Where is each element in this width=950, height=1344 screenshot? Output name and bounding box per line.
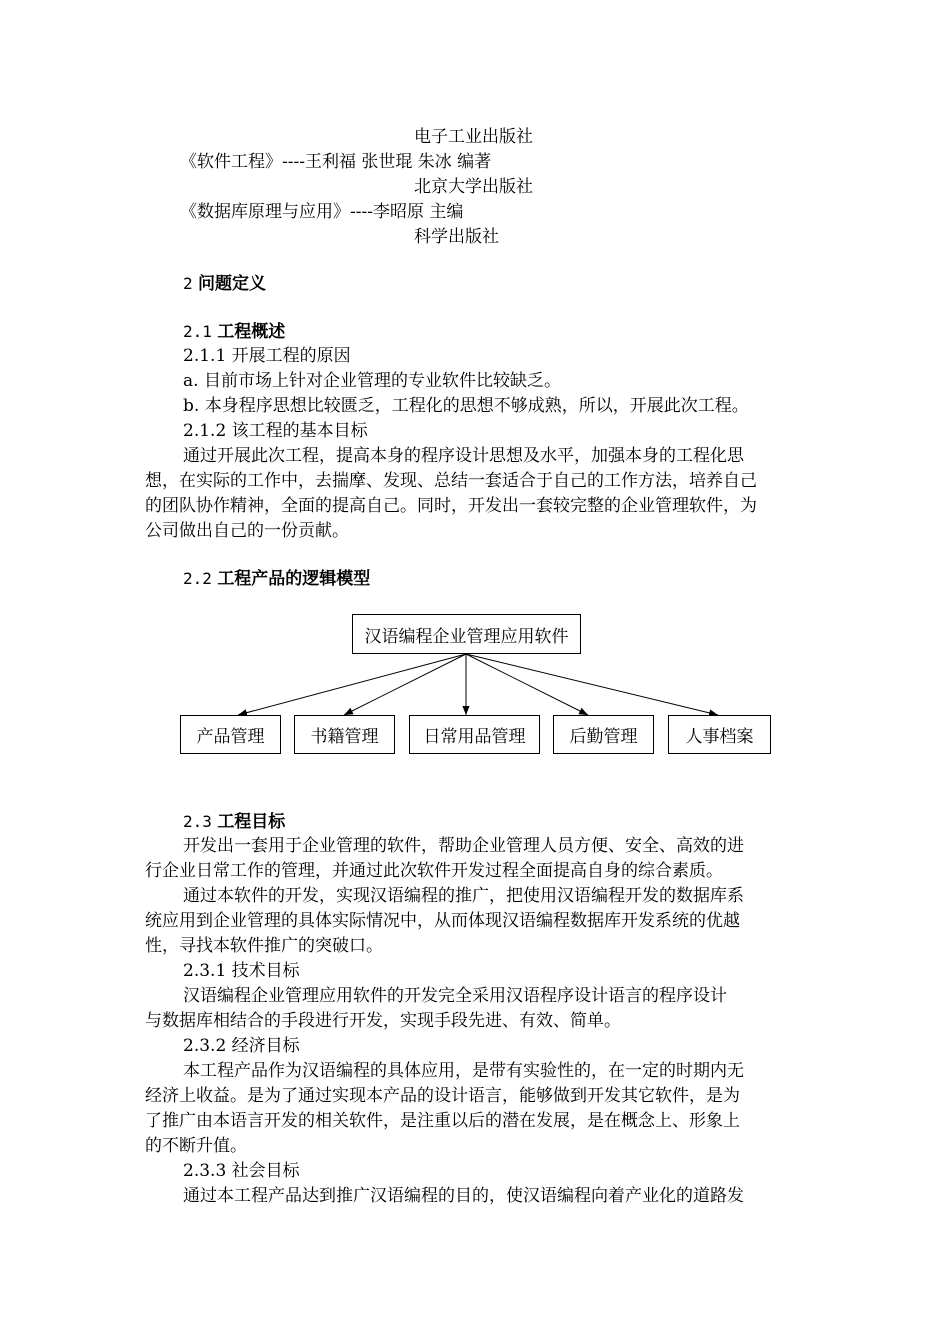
paragraph-line: 公司做出自己的一份贡献。 [145, 521, 349, 541]
connector-arrow [238, 654, 466, 715]
section-number: 2.1 [183, 322, 212, 341]
diagram-node-logistics: 后勤管理 [553, 715, 654, 754]
paragraph-line: 本工程产品作为汉语编程的具体应用，是带有实验性的，在一定的时期内无 [183, 1061, 744, 1081]
paragraph-line: 汉语编程企业管理应用软件的开发完全采用汉语程序设计语言的程序设计 [183, 986, 727, 1006]
connector-arrow [466, 654, 588, 715]
reference-publisher-2: 北京大学出版社 [414, 177, 533, 197]
section-title: 工程产品的逻辑模型 [217, 569, 371, 589]
paragraph-line: 通过开展此次工程，提高本身的程序设计思想及水平，加强本身的工程化思 [183, 446, 744, 466]
reference-publisher-1: 电子工业出版社 [414, 127, 533, 147]
section-title: 工程概述 [217, 322, 286, 342]
paragraph-line: 行企业日常工作的管理，并通过此次软件开发过程全面提高自身的综合素质。 [145, 861, 723, 881]
list-item-a: a. 目前市场上针对企业管理的专业软件比较缺乏。 [183, 371, 561, 391]
subsection-2-1-2: 2.1.2 该工程的基本目标 [183, 421, 368, 441]
diagram-node-books: 书籍管理 [294, 715, 395, 754]
subsection-2-3-3: 2.3.3 社会目标 [183, 1161, 300, 1181]
paragraph-line: 统应用到企业管理的具体实际情况中，从而体现汉语编程数据库开发系统的优越 [145, 911, 740, 931]
paragraph-line: 通过本工程产品达到推广汉语编程的目的，使汉语编程向着产业化的道路发 [183, 1186, 744, 1206]
section-number: 2.2 [183, 569, 212, 588]
section-number: 2 [183, 274, 193, 293]
paragraph-line: 与数据库相结合的手段进行开发，实现手段先进、有效、简单。 [145, 1011, 621, 1031]
paragraph-line: 了推广由本语言开发的相关软件，是注重以后的潜在发展，是在概念上、形象上 [145, 1111, 740, 1131]
section-title: 问题定义 [198, 274, 267, 294]
section-2-3-heading [183, 809, 285, 835]
list-item-b: b. 本身程序思想比较匮乏，工程化的思想不够成熟，所以，开展此次工程。 [183, 396, 749, 416]
subsection-2-3-2: 2.3.2 经济目标 [183, 1036, 300, 1056]
diagram-root-node: 汉语编程企业管理应用软件 [352, 614, 581, 654]
section-number: 2.3 [183, 812, 212, 831]
diagram-node-daily-supplies: 日常用品管理 [409, 715, 540, 754]
paragraph-line: 通过本软件的开发，实现汉语编程的推广，把使用汉语编程开发的数据库系 [183, 886, 744, 906]
connector-arrow [344, 654, 466, 715]
reference-book-3: 《数据库原理与应用》----李昭原 主编 [180, 202, 464, 222]
reference-book-2: 《软件工程》----王利福 张世琨 朱冰 编著 [180, 152, 492, 172]
paragraph-line: 性，寻找本软件推广的突破口。 [145, 936, 383, 956]
diagram-node-personnel: 人事档案 [668, 715, 771, 754]
connector-arrow [466, 654, 718, 715]
diagram-node-product: 产品管理 [180, 715, 281, 754]
paragraph-line: 经济上收益。是为了通过实现本产品的设计语言，能够做到开发其它软件，是为 [145, 1086, 740, 1106]
subsection-2-1-1: 2.1.1 开展工程的原因 [183, 346, 351, 366]
section-title: 工程目标 [217, 812, 286, 832]
paragraph-line: 的团队协作精神，全面的提高自己。同时，开发出一套较完整的企业管理软件，为 [145, 496, 757, 516]
reference-publisher-3: 科学出版社 [414, 227, 499, 247]
paragraph-line: 开发出一套用于企业管理的软件，帮助企业管理人员方便、安全、高效的进 [183, 836, 744, 856]
paragraph-line: 想，在实际的工作中，去揣摩、发现、总结一套适合于自己的工作方法，培养自己 [145, 471, 757, 491]
subsection-2-3-1: 2.3.1 技术目标 [183, 961, 300, 981]
paragraph-line: 的不断升值。 [145, 1136, 247, 1156]
